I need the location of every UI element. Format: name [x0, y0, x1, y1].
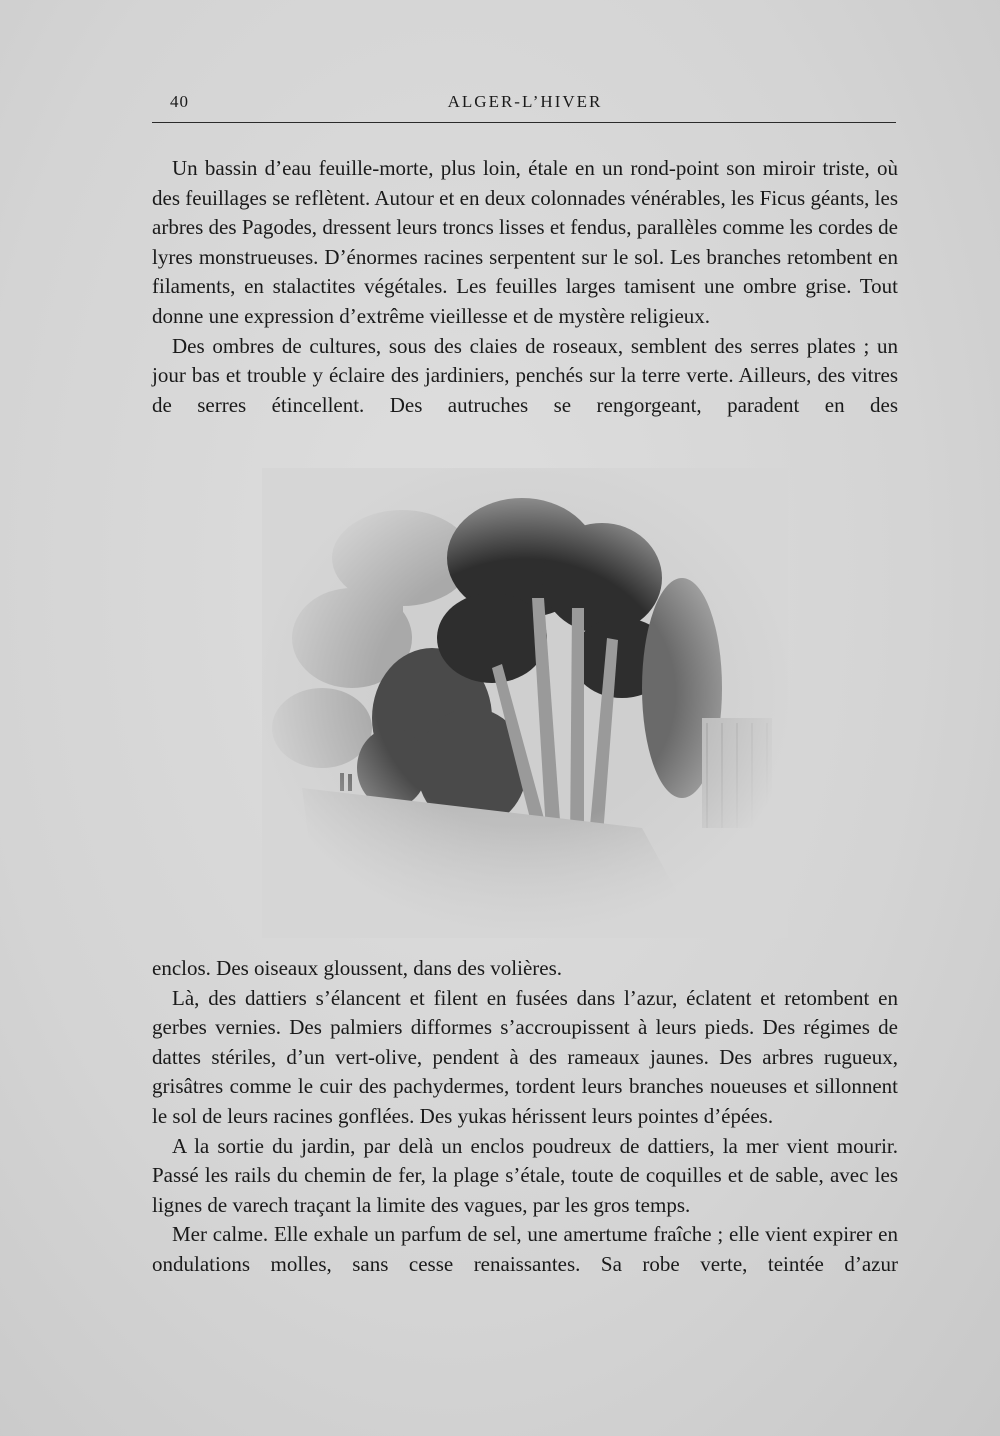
page-number: 40: [170, 92, 189, 111]
paragraph: Des ombres de cultures, sous des claies de roseaux, semblent des serres plates ; un jour bas et trouble y éclaire des jardiniers, penchés sur la terre verte. Ailleurs, des vitres de serres étincellent. Des autruches se rengorgeant, paradent en des: [152, 333, 898, 417]
garden-illustration: [262, 468, 788, 938]
running-title: ALGER-L’HIVER: [447, 92, 603, 111]
page-header: [152, 86, 898, 114]
header-rule: [152, 122, 896, 123]
vignette-fade: [262, 468, 788, 938]
paragraph: Mer calme. Elle exhale un parfum de sel, une amertume fraîche ; elle vient expirer en ondulations molles, sans cesse renaissantes. Sa robe verte, teintée d’azur: [152, 1222, 898, 1276]
text-block-bottom: [152, 954, 898, 1280]
paragraph: Là, des dattiers s’élancent et filent en fusées dans l’azur, éclatent et retombent en gerbes vernies. Des palmiers difformes s’accroupissent à leurs pieds. Des régimes de dattes stériles, d’un vert-olive, pendent à des rameaux jaunes. Des arbres rugueux, grisâtres comme le cuir des pachydermes, tordent leurs branches noueuses et sillonnent le sol de leurs racines gonflées. Des yukas hérissent leurs pointes d’épées.: [152, 985, 898, 1128]
paragraph: A la sortie du jardin, par delà un enclos poudreux de dattiers, la mer vient mourir. Passé les rails du chemin de fer, la plage s’étale, toute de coquilles et de sable, avec les lignes de varech traçant la limite des vagues, par les gros temps.: [152, 1133, 898, 1217]
text-block-top: [152, 154, 898, 420]
paragraph: enclos. Des oiseaux gloussent, dans des volières.: [152, 956, 563, 980]
palm-garden-image: [262, 468, 788, 938]
paragraph: Un bassin d’eau feuille-morte, plus loin, étale en un rond-point son miroir triste, où des feuillages se reflètent. Autour et en deux colonnades vénérables, les Ficus géants, les arbres des Pagodes, dressent leurs troncs lisses et fendus, parallèles comme les cordes de lyres monstrueuses. D’énormes racines serpentent sur le sol. Les branches retombent en filaments, en stalactites végétales. Les feuilles larges tamisent une ombre grise. Tout donne une expression d’extrême vieillesse et de mystère religieux.: [152, 156, 898, 328]
